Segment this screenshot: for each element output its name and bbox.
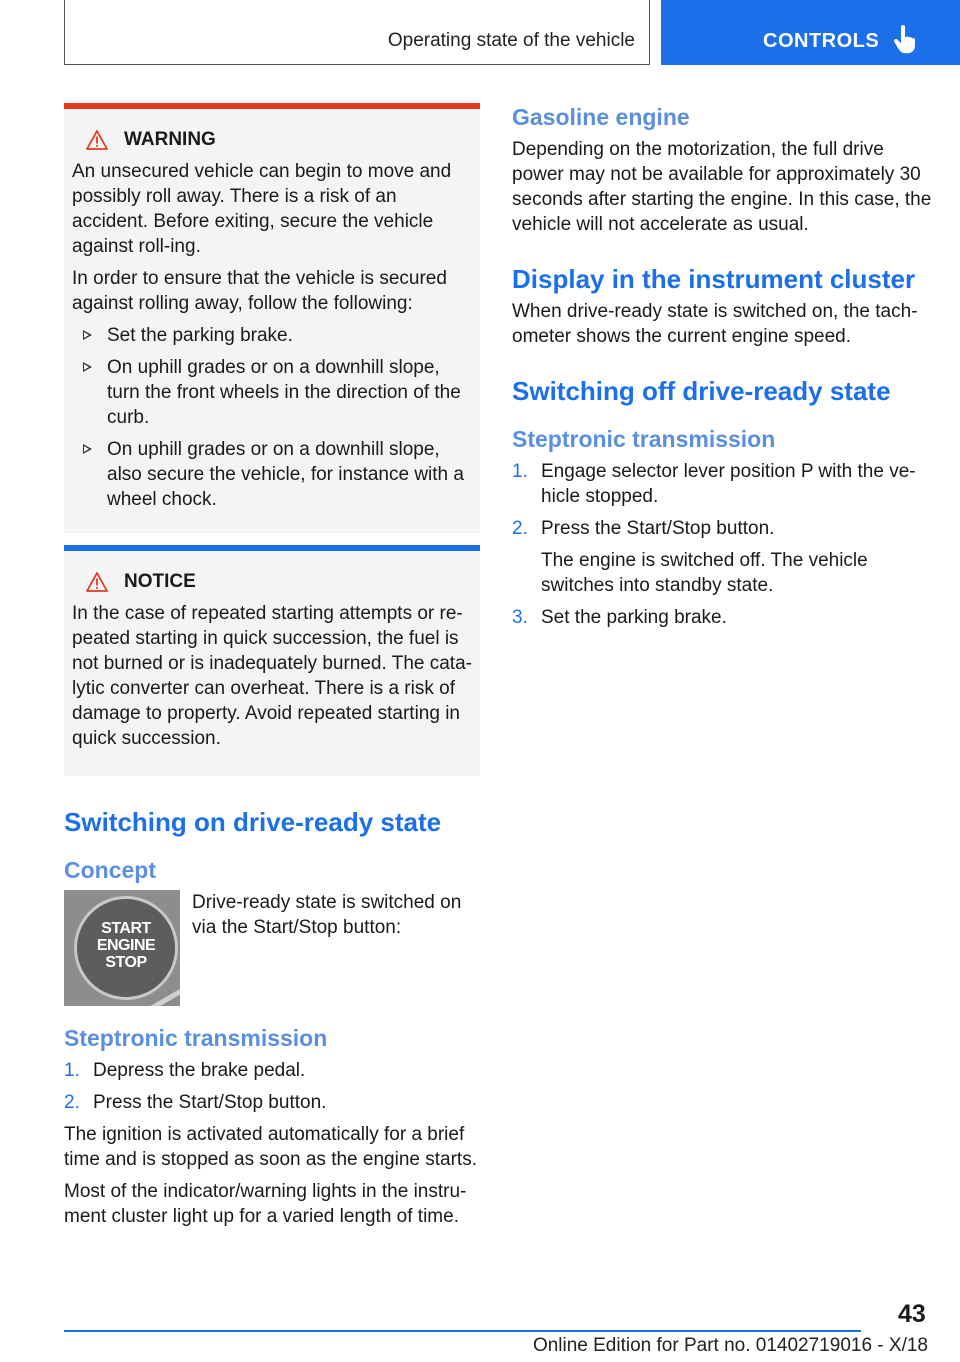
header-chapter-tab[interactable] [661, 0, 960, 65]
pointing-hand-icon [894, 25, 916, 55]
list-item: 1. Engage selector lever position P with the ve-hicle stopped. [512, 461, 916, 507]
subsection-heading: Steptronic transmission [64, 1025, 328, 1051]
start-stop-button-image [64, 890, 180, 1006]
subsection-heading: Concept [64, 857, 156, 883]
section-heading: Display in the instrument cluster [512, 264, 916, 294]
page-number: 43 [898, 1300, 926, 1328]
concept-block [64, 890, 480, 1006]
body-paragraph: Depending on the motorization, the full drive power may not be available for approximately 30 seconds after starting the engine. In this case, the vehicle will not accelerate as usual. [512, 139, 932, 235]
left-column [64, 103, 480, 1236]
warning-triangle-icon [86, 130, 108, 150]
warning-triangle-icon [86, 572, 108, 592]
list-item: On uphill grades or on a downhill slope, also secure the vehicle, for instance with a wheel chock. [72, 437, 474, 512]
section-title: Operating state of the vehicle [387, 30, 635, 51]
warning-box [64, 103, 480, 533]
concept-text: Drive-ready state is switched on via the Start/Stop button: [192, 892, 462, 938]
list-item-detail: The engine is switched off. The vehicle switches into standby state. [541, 550, 868, 596]
list-item: On uphill grades or on a downhill slope, turn the front wheels in the direction of the curb. [72, 355, 474, 430]
warning-paragraph: In order to ensure that the vehicle is secured against rolling away, follow the following: [72, 268, 447, 314]
edition-footer: Online Edition for Part no. 01402719016 - X/18 [532, 1335, 928, 1356]
list-item: 2. Press the Start/Stop button. [512, 518, 775, 539]
section-heading: Switching off drive-ready state [512, 376, 891, 406]
subsection-heading: Gasoline engine [512, 104, 690, 130]
notice-label: NOTICE [124, 571, 196, 592]
warning-paragraph: An unsecured vehicle can begin to move and possibly roll away. There is a risk of an accident. Before exiting, secure the vehicle against roll-ing. [72, 161, 452, 257]
list-item: 2. Press the Start/Stop button. [64, 1092, 327, 1113]
subsection-heading: Steptronic transmission [512, 426, 776, 452]
list-item: 1. Depress the brake pedal. [64, 1060, 306, 1081]
body-paragraph: The ignition is activated automatically for a brief time and is stopped as soon as the engine starts. [64, 1124, 477, 1170]
header-section-tab [64, 0, 650, 65]
notice-box [64, 545, 480, 776]
warning-label: WARNING [124, 129, 216, 150]
section-heading: Switching on drive-ready state [64, 807, 442, 837]
body-paragraph: When drive-ready state is switched on, the tach-ometer shows the current engine speed. [512, 301, 918, 347]
right-column [512, 103, 932, 637]
start-stop-button-label: START ENGINE STOP [96, 920, 156, 971]
chapter-title: CONTROLS [763, 30, 880, 52]
list-item: Set the parking brake. [72, 323, 474, 348]
warning-title [72, 129, 474, 151]
body-paragraph: Most of the indicator/warning lights in the instru-ment cluster light up for a varied length of time. [64, 1181, 467, 1227]
list-item: 3. Set the parking brake. [512, 607, 727, 628]
notice-title [72, 571, 474, 593]
footer-divider [64, 1330, 861, 1332]
notice-text: In the case of repeated starting attempts or re-peated starting in quick succession, the fuel is not burned or is inadequately burned. The cata-lytic converter can overheat. There is a risk of damage to property. Avoid repeated starting in quick succession. [72, 603, 472, 749]
